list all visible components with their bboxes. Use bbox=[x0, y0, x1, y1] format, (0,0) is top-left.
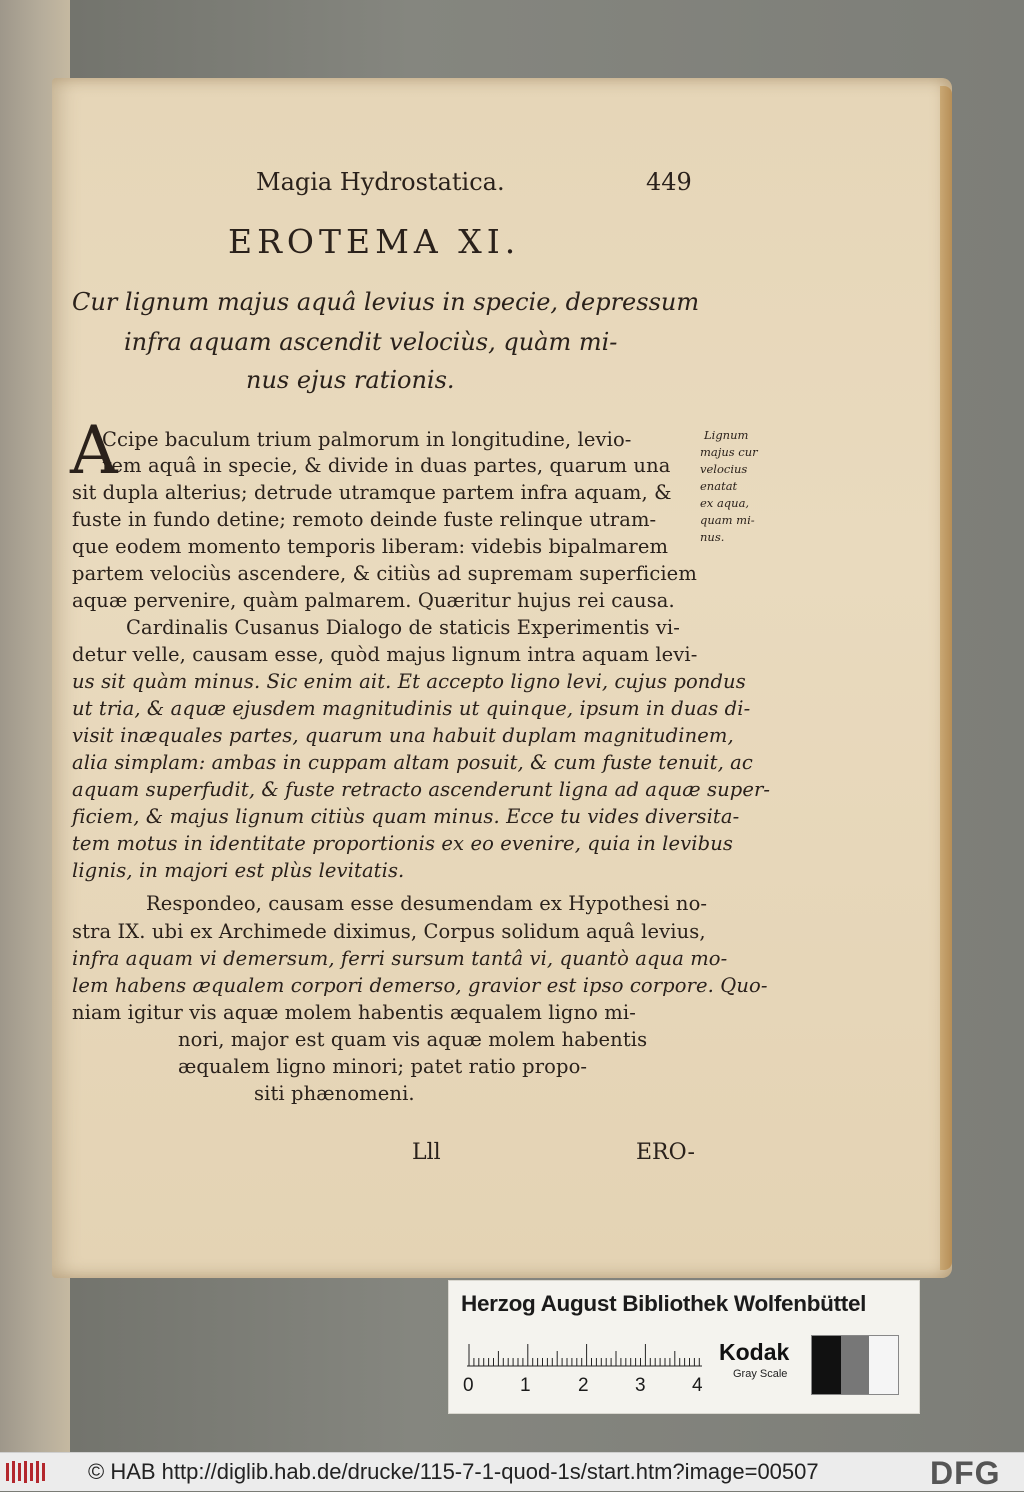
ruler-number: 1 bbox=[520, 1375, 531, 1396]
margin-note-line: quam mi- bbox=[700, 513, 755, 527]
body-line: infra aquam vi demersum, ferri sursum tantâ vi, quantò aqua mo- bbox=[72, 947, 728, 970]
kodak-logo: Kodak bbox=[719, 1339, 790, 1365]
margin-note-line: enatat bbox=[700, 479, 738, 493]
permalink-url[interactable]: © HAB http://diglib.hab.de/drucke/115-7-1-quod-1s/start.htm?image=00507 bbox=[88, 1459, 819, 1484]
gray-swatches bbox=[811, 1335, 899, 1395]
margin-note-line: Lignum bbox=[704, 428, 749, 442]
body-line: visit inæquales partes, quarum una habuit duplam magnitudinem, bbox=[72, 724, 734, 747]
signature-mark: Lll bbox=[412, 1140, 441, 1165]
body-line: ut tria, & aquæ ejusdem magnitudinis ut quinque, ipsum in duas di- bbox=[72, 697, 751, 720]
library-name: Herzog August Bibliothek Wolfenbüttel bbox=[461, 1291, 867, 1316]
swatch-white bbox=[869, 1336, 898, 1394]
body-line: Respondeo, causam esse desumendam ex Hypothesi no- bbox=[146, 892, 708, 915]
body-line: partem velociùs ascendere, & citiùs ad supremam superficiem bbox=[72, 562, 697, 585]
hab-logo-icon bbox=[6, 1461, 50, 1483]
body-line: stra IX. ubi ex Archimede diximus, Corpus solidum aquâ levius, bbox=[72, 920, 706, 943]
library-label bbox=[448, 1280, 920, 1414]
swatch-black bbox=[812, 1336, 841, 1394]
body-line: us sit quàm minus. Sic enim ait. Et accepto ligno levi, cujus pondus bbox=[72, 670, 746, 693]
body-line: aquam superfudit, & fuste retracto ascenderunt ligna ad aquæ super- bbox=[72, 778, 771, 801]
section-title: EROTEMA XI. bbox=[228, 222, 521, 261]
page-number: 449 bbox=[646, 168, 692, 196]
margin-note-line: nus. bbox=[700, 530, 725, 544]
body-line: alia simplam: ambas in cuppam altam posuit, & cum fuste tenuit, ac bbox=[72, 751, 753, 774]
body-line: que eodem momento temporis liberam: videbis bipalmarem bbox=[72, 535, 669, 558]
ruler-number: 4 bbox=[692, 1375, 703, 1396]
body-line: sit dupla alterius; detrude utramque partem infra aquam, & bbox=[72, 481, 672, 504]
margin-note-line: ex aqua, bbox=[700, 496, 750, 510]
dfg-logo: DFG bbox=[930, 1455, 1001, 1491]
body-line: aquæ pervenire, quàm palmarem. Quæritur hujus rei causa. bbox=[72, 589, 675, 612]
drop-capital: A bbox=[70, 412, 118, 489]
gray-scale-caption: Gray Scale bbox=[733, 1368, 788, 1380]
margin-note-line: majus cur bbox=[700, 445, 758, 459]
subtitle-line: nus ejus rationis. bbox=[246, 366, 455, 394]
body-line: tem motus in identitate proportionis ex eo evenire, quia in levibus bbox=[72, 832, 733, 855]
body-line: æqualem ligno minori; patet ratio propo- bbox=[178, 1055, 588, 1078]
body-line: Ccipe baculum trium palmorum in longitudine, levio- bbox=[102, 428, 632, 451]
ruler-scale bbox=[467, 1337, 702, 1367]
body-line: nori, major est quam vis aquæ molem habentis bbox=[178, 1028, 648, 1051]
subtitle-line: infra aquam ascendit velociùs, quàm mi- bbox=[124, 328, 618, 356]
ruler-number: 2 bbox=[578, 1375, 589, 1396]
ruler-number: 0 bbox=[463, 1375, 474, 1396]
body-line: lignis, in majori est plùs levitatis. bbox=[72, 859, 405, 882]
running-title: Magia Hydrostatica. bbox=[256, 168, 505, 196]
footer-bar bbox=[0, 1452, 1024, 1491]
body-line: Cardinalis Cusanus Dialogo de staticis Experimentis vi- bbox=[126, 616, 680, 639]
ruler-number: 3 bbox=[635, 1375, 646, 1396]
page-edge bbox=[940, 86, 952, 1270]
catchword: ERO- bbox=[636, 1140, 695, 1165]
body-line: niam igitur vis aquæ molem habentis æqualem ligno mi- bbox=[72, 1001, 636, 1024]
swatch-gray bbox=[841, 1336, 870, 1394]
subtitle-line: Cur lignum majus aquâ levius in specie, depressum bbox=[72, 288, 700, 316]
body-line: lem habens æqualem corpori demerso, gravior est ipso corpore. Quo- bbox=[72, 974, 768, 997]
margin-note-line: velocius bbox=[700, 462, 748, 476]
body-line: siti phænomeni. bbox=[254, 1082, 415, 1105]
body-line: detur velle, causam esse, quòd majus lignum intra aquam levi- bbox=[72, 643, 698, 666]
body-line: fuste in fundo detine; remoto deinde fuste relinque utram- bbox=[72, 508, 657, 531]
body-line: rem aquâ in specie, & divide in duas partes, quarum una bbox=[102, 454, 671, 477]
body-line: ficiem, & majus lignum citiùs quam minus. Ecce tu vides diversita- bbox=[72, 805, 740, 828]
